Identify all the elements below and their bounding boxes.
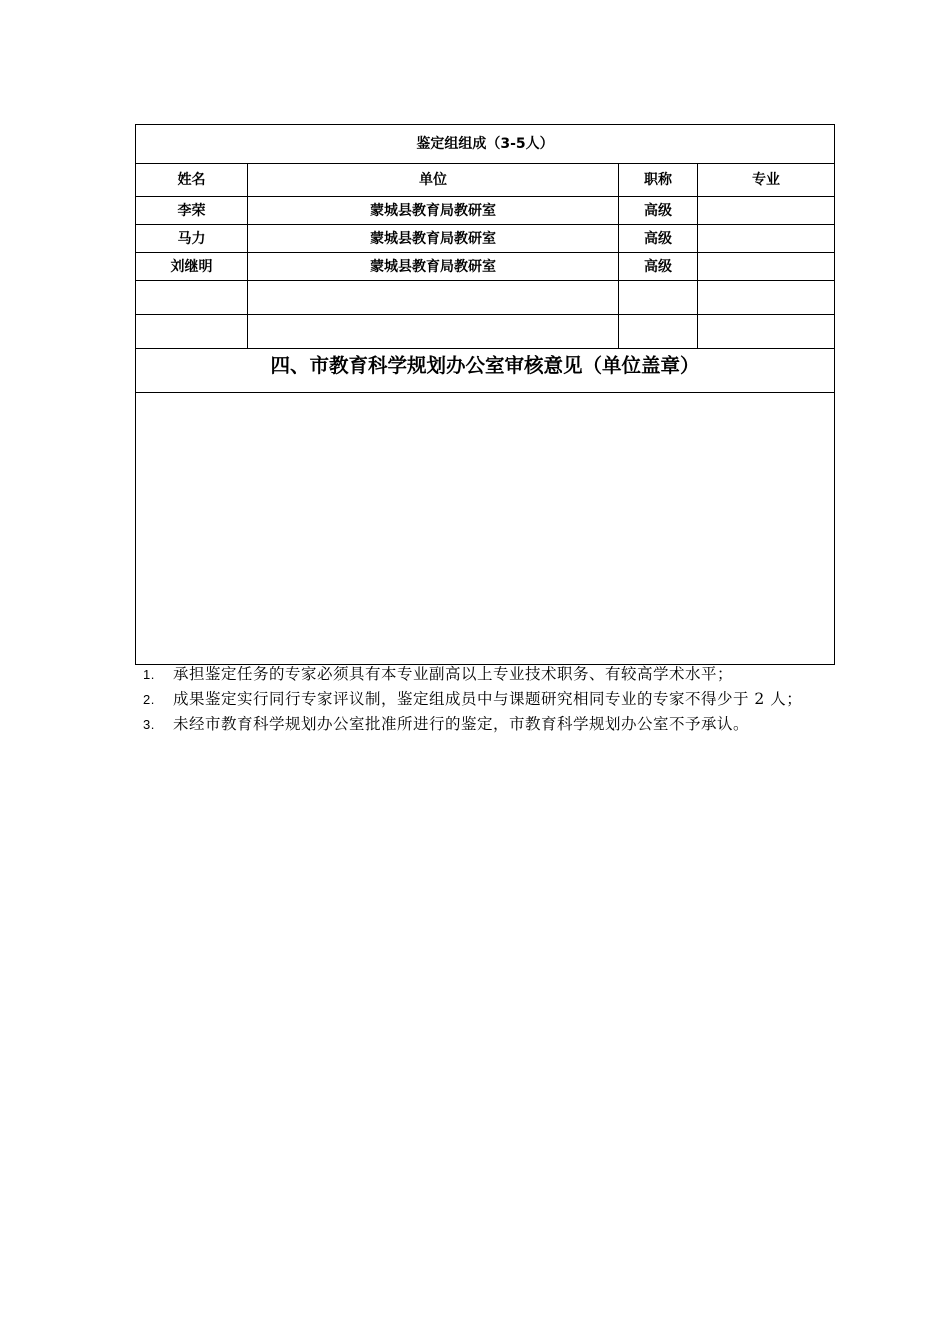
note-number: 3.	[143, 717, 155, 732]
appraisal-form-table	[135, 124, 835, 665]
member-title-cell[interactable]: 高级	[619, 225, 698, 253]
table-row-empty	[136, 281, 835, 315]
note-number: 2.	[143, 692, 155, 707]
member-unit-cell[interactable]: 蒙城县教育局教研室	[248, 197, 619, 225]
header-major: 专业	[698, 164, 835, 197]
empty-major-cell[interactable]	[698, 315, 835, 349]
note-item	[143, 662, 813, 687]
opinion-row	[136, 393, 835, 665]
member-name-cell[interactable]: 马力	[136, 225, 248, 253]
member-title-cell[interactable]: 高级	[619, 197, 698, 225]
note-item	[143, 712, 813, 737]
header-title: 职称	[619, 164, 698, 197]
table-row	[136, 197, 835, 225]
member-unit-cell[interactable]: 蒙城县教育局教研室	[248, 225, 619, 253]
note-item	[143, 687, 813, 712]
empty-title-cell[interactable]	[619, 281, 698, 315]
caption-row	[136, 125, 835, 164]
note-text: 承担鉴定任务的专家必须具有本专业副高以上专业技术职务、有较高学术水平；	[173, 665, 734, 683]
empty-name-cell[interactable]	[136, 315, 248, 349]
member-major-cell[interactable]	[698, 225, 835, 253]
empty-unit-cell[interactable]	[248, 315, 619, 349]
note-text: 成果鉴定实行同行专家评议制，鉴定组成员中与课题研究相同专业的专家不得少于 2 人；	[173, 690, 803, 708]
header-name: 姓名	[136, 164, 248, 197]
empty-name-cell[interactable]	[136, 281, 248, 315]
section-title: 四、市教育科学规划办公室审核意见（单位盖章）	[136, 349, 835, 393]
empty-title-cell[interactable]	[619, 315, 698, 349]
table-row	[136, 225, 835, 253]
member-major-cell[interactable]	[698, 253, 835, 281]
member-title-cell[interactable]: 高级	[619, 253, 698, 281]
table-caption: 鉴定组组成（3-5人）	[136, 125, 835, 164]
table-row	[136, 253, 835, 281]
empty-unit-cell[interactable]	[248, 281, 619, 315]
empty-major-cell[interactable]	[698, 281, 835, 315]
notes-list	[143, 662, 813, 737]
header-row	[136, 164, 835, 197]
note-number: 1.	[143, 667, 155, 682]
review-opinion-area[interactable]	[136, 393, 835, 665]
member-name-cell[interactable]: 刘继明	[136, 253, 248, 281]
table-row-empty	[136, 315, 835, 349]
member-name-cell[interactable]: 李荣	[136, 197, 248, 225]
section-title-row	[136, 349, 835, 393]
note-text: 未经市教育科学规划办公室批准所进行的鉴定，市教育科学规划办公室不予承认。	[173, 715, 750, 733]
member-major-cell[interactable]	[698, 197, 835, 225]
member-unit-cell[interactable]: 蒙城县教育局教研室	[248, 253, 619, 281]
header-unit: 单位	[248, 164, 619, 197]
